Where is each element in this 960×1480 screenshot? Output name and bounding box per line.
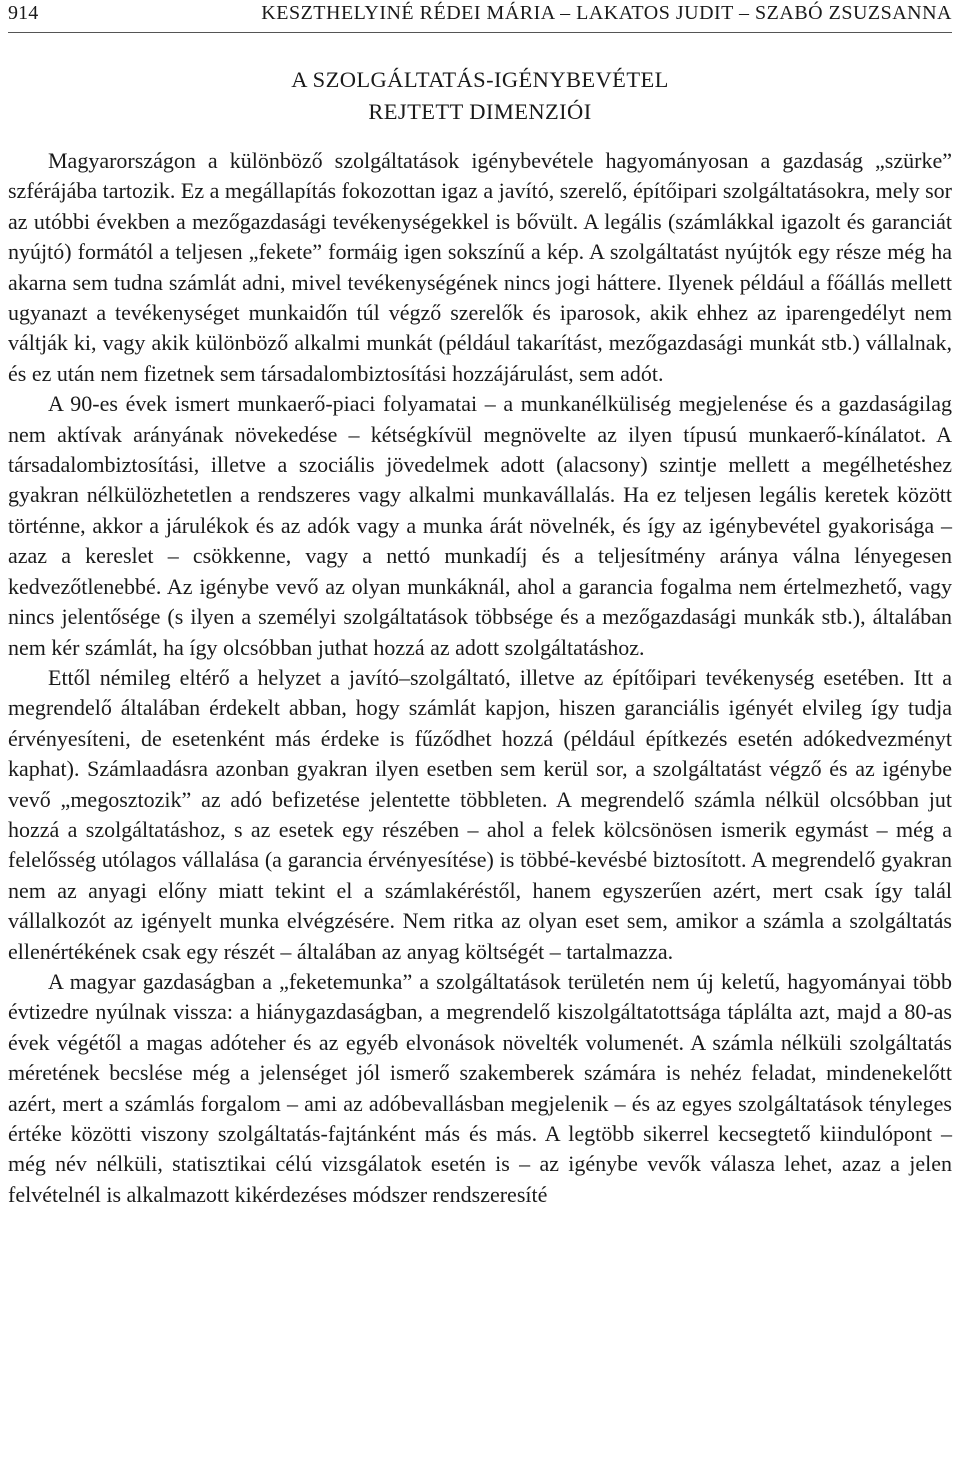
running-head (8, 0, 952, 33)
section-title (8, 64, 952, 128)
section-title-line-2: REJTETT DIMENZIÓI (368, 99, 592, 124)
paragraph: Ettől némileg eltérő a helyzet a javító–szolgáltató, illetve az építőipari tevékenység esetében. Itt a megrendelő általában érdekelt abban, hogy számlát kapjon, hiszen garanciális igényét elvileg így tudja érvényesíteni, de esetenként más érdeke is fűződhet hozzá (például építkezés esetén adókedvezményt kaphat). Számlaadásra azonban gyakran ilyen esetben sem kerül sor, a szolgáltatást végző és az igénybe vevő „megosztozik” az adó befizetése jelentette többleten. A megrendelő számla nélkül olcsóbban jut hozzá a szolgáltatáshoz, s az esetek egy részében – ahol a felek kölcsönösen ismerik egymást – még a felelősség utólagos vállalása (a garancia érvényesítése) is többé-kevésbé biztosított. A megrendelő gyakran nem az anyagi előny miatt tekint el a számlakéréstől, hanem egyszerűen azért, mert csak így talál vállalkozót az igényelt munka elvégzésére. Nem ritka az olyan eset sem, amikor a számla a szolgáltatás ellenértékének csak egy részét – általában az anyag költségét – tartalmazza. (8, 664, 952, 964)
paragraph: Magyarországon a különböző szolgáltatások igénybevétele hagyományosan a gazdaság „szürke” szférájába tartozik. Ez a megállapítás fokozottan igaz a javító, szerelő, építőipari szolgáltatásokra, mely sor az utóbbi években a mezőgazdasági tevékenységekkel is bővült. A legális (számlákkal igazolt és garanciát nyújtó) formától a teljesen „fekete” formáig igen sokszínű a kép. A szolgáltatást nyújtók egy része még ha akarna sem tudna számlát adni, mivel tevékenységének nincs jogi háttere. Ilyenek például a főállás mellett ugyanazt a tevékenységet munkaidőn túl végző szerelők és iparosok, akik ehhez az iparengedélyt nem váltják ki, vagy akik különböző alkalmi munkát (például takarítást, mezőgazdasági munkát stb.) vállalnak, és ez után nem fizetnek sem társadalombiztosítási hozzájárulást, sem adót. (8, 148, 952, 386)
page-number: 914 (8, 2, 39, 24)
page (8, 0, 952, 1210)
body-text (8, 146, 952, 1210)
section-title-line-1: A SZOLGÁLTATÁS-IGÉNYBEVÉTEL (291, 67, 669, 92)
running-head-authors: KESZTHELYINÉ RÉDEI MÁRIA – LAKATOS JUDIT – SZABÓ ZSUZSANNA (261, 2, 952, 24)
paragraph: A magyar gazdaságban a „feketemunka” a szolgáltatások területén nem új keletű, hagyományai több évtizedre nyúlnak vissza: a hiánygazdaságban, a megrendelő kiszolgáltatottsága táplálta azt, majd a 80-as évek végétől a magas adóteher és az egyéb elvonások növelték volumenét. A számla nélküli szolgáltatás méretének becslése még a jelenséget jól ismerő szakemberek számára is nehéz feladat, mindenekelőtt azért, mert a számlás forgalom – ami az adóbevallásban megjelenik – és az egyes szolgáltatások tényleges értéke közötti viszony szolgáltatás-fajtánként más és más. A legtöbb sikerrel kecsegtető kiindulópont – még név nélküli, statisztikai célú vizsgálatok esetén is – az igénybe vevők válasza lehet, azaz a jelen felvételnél is alkalmazott kikérdezéses módszer rendszeresíté (8, 968, 952, 1207)
paragraph: A 90-es évek ismert munkaerő-piaci folyamatai – a munkanélküliség megjelenése és a gazdaságilag nem aktívak arányának növekedése – kétségkívül megnövelte az ilyen típusú munkaerő-kínálatot. A társadalombiztosítási, illetve a szociális jövedelmek adott (alacsony) szintje mellett a megélhetéshez gyakran nélkülözhetetlen a rendszeres vagy alkalmi munkavállalás. Ha ez teljesen legális keretek között történne, akkor a járulékok és az adók vagy a munka árát növelnék, és így az igénybevétel gyakorisága – azaz a kereslet – csökkenne, vagy a nettó munkadíj és a teljesítmény aránya válna lényegesen kedvezőtlenebbé. Az igénybe vevő az olyan munkáknál, ahol a garancia fogalma nem értelmezhető, vagy nincs jelentősége (s ilyen a személyi szolgáltatások többsége és a mezőgazdasági munkák stb.), általában nem kér számlát, ha így olcsóbban juthat hozzá az adott szolgáltatáshoz. (8, 391, 952, 660)
